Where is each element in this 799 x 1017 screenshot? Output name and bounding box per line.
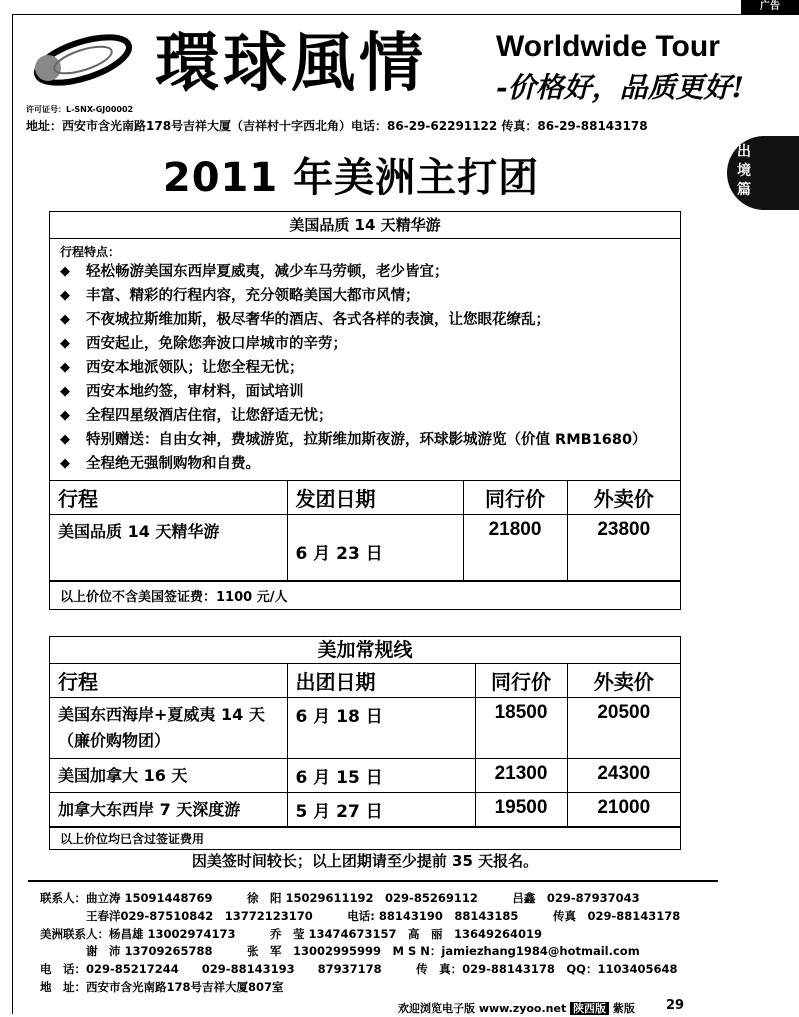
contact-line: 谢 沛 13709265788 张 军 13002995999 M S N：jamiezhang1984@hotmail.com [40, 944, 640, 958]
tour2-title: 美加常规线 [317, 639, 413, 661]
diamond-bullet-icon: ◆ [60, 384, 70, 399]
globe-logo-icon [28, 22, 138, 100]
page-title: 2011 年美洲主打团 [162, 155, 540, 201]
retail-price-cell: 23800 [567, 515, 680, 581]
table-row [50, 793, 680, 827]
features-heading: 行程特点： [60, 245, 121, 259]
col-header-retail-price: 外卖价 [567, 664, 680, 698]
diamond-bullet-icon: ◆ [60, 408, 70, 423]
peer-price-cell: 19500 [475, 793, 567, 827]
route-cell: 美国品质 14 天精华游 [50, 515, 287, 581]
feature-item: ◆ 全程绝无强制购物和自费。 [60, 452, 670, 476]
col-header-peer-price: 同行价 [463, 481, 567, 515]
contact-line: 王春洋029-87510842 13772123170 电话: 88143190 88143185 传真 029-88143178 [40, 909, 681, 923]
feature-item: ◆ 不夜城拉斯维加斯，极尽奢华的酒店、各式各样的表演，让您眼花缭乱； [60, 308, 670, 332]
company-address: 地址：西安市含光南路178号吉祥大厦（吉祥村十字西北角）电话：86-29-62291122 传真：86-29-88143178 [26, 119, 648, 133]
diamond-bullet-icon: ◆ [60, 432, 70, 447]
feature-item: ◆ 特别赠送：自由女神，费城游览，拉斯维加斯夜游，环球影城游览（价值 RMB1680） [60, 428, 670, 452]
col-header-peer-price: 同行价 [475, 664, 567, 698]
retail-price-cell: 20500 [567, 698, 680, 759]
brand-name-en: Worldwide Tour [496, 30, 720, 63]
peer-price-cell: 18500 [475, 698, 567, 759]
feature-item: ◆ 西安起止，免除您奔波口岸城市的辛劳； [60, 332, 670, 356]
peer-price-cell: 21300 [475, 759, 567, 793]
table-row [50, 515, 680, 581]
date-cell: 6 月 18 日 [287, 698, 475, 759]
page-number: 29 [666, 998, 685, 1013]
footer-text: 欢迎浏览电子版 www.zyoo.net [398, 1002, 567, 1015]
contact-line: 美洲联系人：杨昌雄 13002974173 乔 莹 13474673157 高 丽 13649264019 [40, 927, 543, 941]
col-header-date: 出团日期 [287, 664, 475, 698]
route-cell: 加拿大东西岸 7 天深度游 [50, 793, 287, 827]
edition-label: 紫版 [612, 1002, 635, 1015]
contact-line: 电 话：029-85217244 029-88143193 87937178 传 真：029-88143178 QQ：1103405648 [40, 962, 678, 976]
date-cell: 6 月 15 日 [287, 759, 475, 793]
diamond-bullet-icon: ◆ [60, 456, 70, 471]
col-header-route: 行程 [50, 481, 287, 515]
route-cell: 美国加拿大 16 天 [50, 759, 287, 793]
route-cell: 美国东西海岸+夏威夷 14 天（廉价购物团） [50, 698, 287, 759]
tour1-title: 美国品质 14 天精华游 [50, 212, 680, 239]
feature-item: ◆ 西安本地约签，审材料，面试培训 [60, 380, 670, 404]
contact-line: 联系人：曲立涛 15091448769 徐 阳 15029611192 029-85269112 吕鑫 029-87937043 [40, 891, 640, 905]
separator-line [28, 880, 718, 882]
brand-name-cn: 環球風情 [155, 26, 427, 101]
diamond-bullet-icon: ◆ [60, 288, 70, 303]
col-header-route: 行程 [50, 664, 287, 698]
diamond-bullet-icon: ◆ [60, 336, 70, 351]
footer [398, 1000, 635, 1016]
col-header-retail-price: 外卖价 [567, 481, 680, 515]
brand-slogan: -价格好，品质更好! [496, 71, 744, 104]
retail-price-cell: 21000 [567, 793, 680, 827]
feature-item: ◆ 全程四星级酒店住宿，让您舒适无忧； [60, 404, 670, 428]
tour1-box [49, 211, 681, 610]
section-side-tab [727, 136, 799, 210]
license-number: 许可证号：L-SNX-GJ00002 [26, 105, 134, 114]
diamond-bullet-icon: ◆ [60, 360, 70, 375]
table-row [50, 698, 680, 759]
diamond-bullet-icon: ◆ [60, 312, 70, 327]
diamond-bullet-icon: ◆ [60, 264, 70, 279]
contact-line: 地 址：西安市含光南路178号吉祥大厦807室 [40, 980, 284, 994]
col-header-date: 发团日期 [287, 481, 463, 515]
tour1-visa-note: 以上价位不含美国签证费：1100 元/人 [50, 581, 680, 609]
tour2-price-table [50, 663, 680, 827]
registration-note: 因美签时间较长；以上团期请至少提前 35 天报名。 [191, 852, 539, 870]
frame-top-line [12, 14, 799, 15]
tour2-box [49, 636, 681, 850]
feature-item: ◆ 丰富、精彩的行程内容，充分领略美国大都市风情； [60, 284, 670, 308]
date-cell: 5 月 27 日 [287, 793, 475, 827]
retail-price-cell: 24300 [567, 759, 680, 793]
feature-item: ◆ 轻松畅游美国东西岸夏威夷，减少车马劳顿，老少皆宜； [60, 260, 670, 284]
edition-badge: 陕西版 [570, 1002, 609, 1015]
ad-tag: 广告 [741, 0, 799, 14]
tour2-visa-note: 以上价位均已含过签证费用 [50, 827, 680, 849]
side-tab-label: 出境篇 [737, 144, 751, 198]
date-cell: 6 月 23 日 [287, 515, 463, 581]
feature-item: ◆ 西安本地派领队；让您全程无忧； [60, 356, 670, 380]
tour1-price-table [50, 480, 680, 581]
table-row [50, 759, 680, 793]
peer-price-cell: 21800 [463, 515, 567, 581]
tour1-features [50, 239, 680, 476]
